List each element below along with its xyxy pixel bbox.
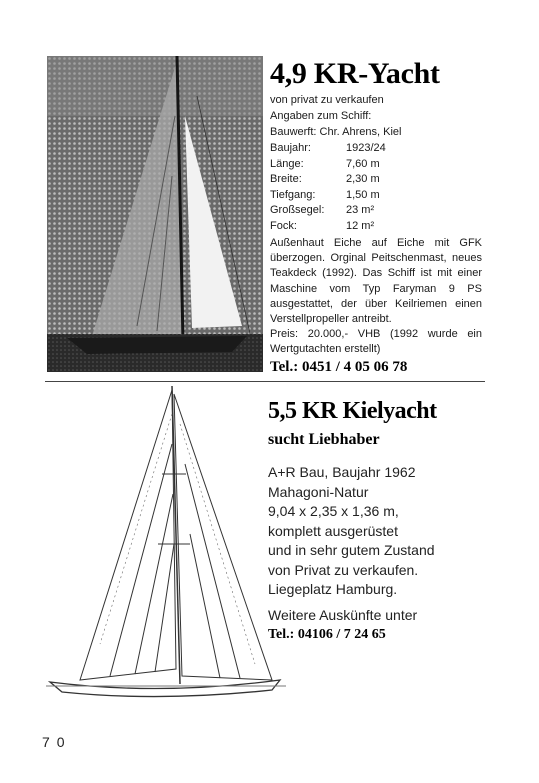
ad2-subtitle: sucht Liebhaber: [268, 431, 380, 448]
spec-value: 2,30 m: [346, 173, 380, 185]
spec-row-grosssegel: [270, 203, 482, 219]
spec-value: 1923/24: [346, 142, 386, 154]
ad2-line: und in sehr gutem Zustand: [268, 542, 435, 558]
spec-label: Großsegel:: [270, 204, 325, 216]
spec-row-fock: [270, 219, 482, 235]
spec-label: Breite:: [270, 173, 302, 185]
ad1-title: 4,9 KR-Yacht: [270, 57, 440, 90]
spec-row-breite: [270, 172, 482, 188]
sailboat-photo-image: [47, 56, 263, 372]
spec-value: 1,50 m: [346, 188, 380, 201]
ad2-line: A+R Bau, Baujahr 1962: [268, 464, 416, 480]
ad2-line: Mahagoni-Natur: [268, 483, 369, 500]
spec-value: 7,60 m: [346, 157, 380, 170]
spec-value: 12 m²: [346, 219, 375, 232]
ad2-line: Liegeplatz Hamburg.: [268, 581, 398, 597]
ad2-title: 5,5 KR Kielyacht: [268, 398, 437, 424]
spec-label: Baujahr:: [270, 142, 311, 154]
ad1-specs-heading: Angaben zum Schiff:: [270, 110, 372, 122]
spec-label: Tiefgang:: [270, 188, 316, 201]
sailboat-drawing-icon: [40, 384, 288, 714]
ad1-shipyard: Bauwerft: Chr. Ahrens, Kiel: [270, 126, 402, 138]
ad1-phone: Tel.: 0451 / 4 05 06 78: [270, 358, 408, 375]
ad1-description: Außenhaut Eiche auf Eiche mit GFK überzogen. Orginal Peitschenmast, neues Teakdeck (1992). Das Schiff ist mit einer Maschine vom Typ Faryman 9 PS ausgestattet, der über Keilriemen einen Verstellpropeller antreibt.: [270, 237, 482, 326]
spec-value: 23 m²: [346, 204, 375, 216]
ad2-more-info: Weitere Auskünfte unter: [268, 606, 418, 623]
spec-label: Länge:: [270, 157, 304, 170]
spec-row-baujahr: [270, 141, 482, 157]
ad2-line: 9,04 x 2,35 x 1,36 m,: [268, 503, 399, 519]
ad-kr-yacht-49: [270, 56, 482, 377]
ad1-intro: von privat zu verkaufen: [270, 94, 384, 106]
ad1-price: Preis: 20.000,- VHB (1992 wurde ein Wertgutachten erstellt): [270, 328, 482, 356]
ad-kr-kielyacht-55: [268, 396, 483, 644]
page-number: 70: [42, 734, 72, 750]
ad2-line: von Privat zu verkaufen.: [268, 561, 419, 578]
spec-row-tiefgang: [270, 188, 482, 204]
yacht-line-drawing: [40, 384, 288, 714]
ad1-spec-list: [270, 141, 482, 234]
spec-label: Fock:: [270, 219, 297, 232]
ad2-line: komplett ausgerüstet: [268, 522, 398, 539]
spec-row-laenge: [270, 157, 482, 173]
section-divider: [45, 381, 485, 382]
ad2-phone: Tel.: 04106 / 7 24 65: [268, 627, 386, 642]
yacht-photo: [47, 56, 263, 372]
